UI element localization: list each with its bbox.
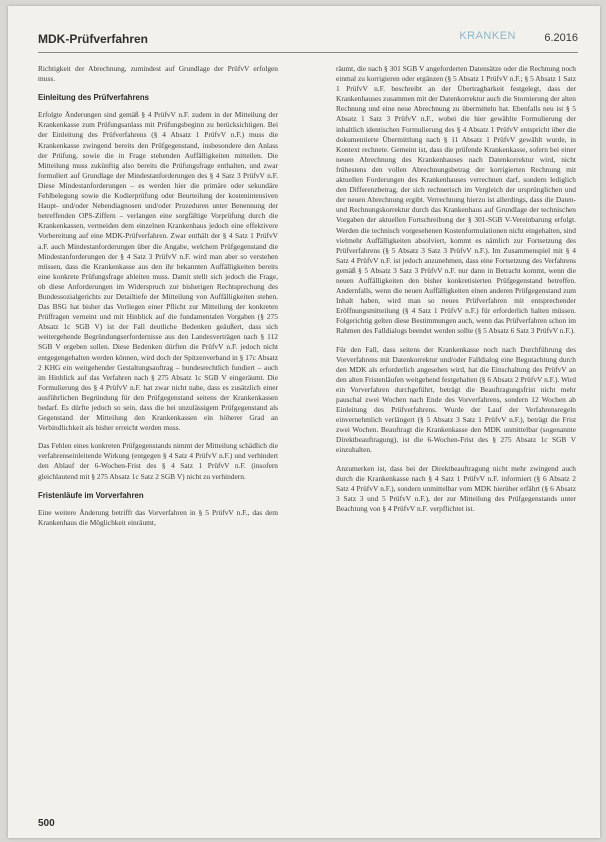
text-column-right [336,64,576,828]
paragraph: räumt, die nach § 301 SGB V angeforderten Datensätze oder die Rechnung noch einmal zu korrigieren oder ergänzen (§ 5 Absatz 1 PrüfvV n.F.; § 5 Absatz 1 Satz 1 PrüfvV n.F. beschreibt an der Übertragbarkeit festgelegt, dass der Krankenhauses zusammen mit der Datenkorrektur auch die Stornierung der alten Rechnung und eine neue Abrechnung zu übermitteln hat. Ebenfalls neu ist § 5 Absatz 1 Satz 3 PrüfvV n.F., wobei die hier gewählte Formulierung der inhaltlich identischen Formulierung des § 4 Absatz 1 PrüfvV entspricht über die dokumentierte Übermittlung nach § 11 Absatz 1 PrüfvV gewählt wurde, in Kontext rechnete. Gemeint ist, dass die prüfende Krankenkasse, sofern bei einer neuen Abrechnung des Krankenhauses nach Datenkorrektur wird, nicht frühestens den vollen Abrechnungsbetrag der korrigierten Rechnung mit aktuellen Forderungen des Krankenhauses verrechnen darf, sondern lediglich den Differenzbetrag, der sich rechnerisch im Vergleich der ursprünglichen und der neuen Abrechnung ergibt. Verrechnung hierzu ist allerdings, dass die Daten- und Rechnungskorrektur durch das Krankenhaus auf Grundlage der technischen Vorgaben der aktuellen Fortschreibung der § 301-SGB V-Vereinbarung erfolgt. Werden die technisch vorgesehenen Kostenformulationen nicht eingehalten, sind vielmehr Auffälligkeiten absolviert, kommt es nämlich zur Fortsetzung des Prüfverfahrens (§ 5 Absatz 3 Satz 3 PrüfvV n.F.). Im Zusammenspiel mit § 4 Satz 4 PrüfvV n.F. ist jedoch anzunehmen, dass eine Fortsetzung des Verfahrens gemäß § 5 Absatz 3 Satz 3 PrüfvV n.F. nur dann in Betracht kommt, wenn die neuen Auffälligkeiten den bisher konkretisierten Prüfgegenstand betreffen. Andernfalls, wenn die neuen Auffälligkeiten einen anderen Prüfgegenstand zum Inhalt haben, wird man so neues Prüfverfahren mit entsprechender Eröffnungsmitteilung (§ 4 Satz 1 PrüfvV n.F.) für erforderlich halten müssen. Folgerichtig gelten diese Bestimmungen auch, wenn das Prüfverfahren schon im Rahmen des Falldialogs beendet werden sollte (§ 5 Absatz 6 Satz 3 PrüfvV n.F.). [336,64,576,336]
section-title: MDK-Prüfverfahren [38,32,149,46]
issue-number: 6.2016 [544,32,578,44]
magazine-brand: KRANKEN [459,30,516,42]
page-header [38,26,578,53]
text-column-left [38,64,278,804]
subheading: Einleitung des Prüfverfahrens [38,93,149,103]
paragraph: Erfolgte Änderungen sind gemäß § 4 PrüfvV n.F. zudem in der Mitteilung der Krankenkasse zum Prüfungsanlass mit Prüfungsbeginn zu berücksichtigen. Bei der Einleitung des Prüfverfahrens (§ 4 Absatz 1 PrüfvV n.F.) muss die Krankenkasse zwingend bereits den Prüfgegenstand, insbesondere den Anlass der Prüfung, sowie die in Frage stehenden Auffälligkeiten mitteilen. Die Mitteilung muss zukünftig also bereits die Prüfungsfrage enthalten, und zwar formuliert auf Grundlage der Mindestanforderungen des § 4 Satz 3 PrüfvV n.F. Diese Mindestanforderungen – es werden hier die primäre oder sekundäre Fehlbelegung sowie die Kodierprüfung oder Beurteilung der kostenintensiven Haupt- und/oder Nebendiagnosen und/oder Prozeduren unter Benennung der betreffenden OPS-Ziffern – verlangen eine sorgfältige Vorprüfung durch die Krankenkassen, vermeiden dem einzelnen Krankenhaus jedoch eine effektivere Vorbereitung auf eine MDK-Prüfverfahren. Zwar enthält der § 4 Satz 1 PrüfvV a.F. auch Mindestanforderungen über die Angabe, welchem Prüfgegenstand die Mindestanforderungen der § 4 Satz 3 PrüfvV n.F. wird man aber so verstehen müssen, dass die Krankenkasse aus den ihr bekannten Auffälligkeiten bereits eine konkrete Prüfungsfrage ableiten muss. Damit stellt sich jedoch die Frage, ob diese Anforderungen im Widerspruch zur bisherigen Rechtsprechung des Bundessozialgerichts zur Detailtiefe der Mitteilung von Auffälligkeiten stehen. Das BSG hat bisher das Vorliegen einer Pflicht zur Mitteilung der konkreten Prüffragen verneint und mit Hinblick auf die fundamentalen Vorgaben (§ 275 Absatz 1c SGB V) ist der Fall deutliche Bedenken geäußert, dass sich weitergehende Begründungserfordernisse aus den Landesverträgen nach § 112 SGB V ergeben sollen. Diese Bedenken dürften die PrüfvV n.F. jedoch nicht entgegengehalten werden können, wird doch der Spitzenverband in § 17c Absatz 2 KHG ein weitgehender Gestaltungsauftrag – bundesrechtlich fundiert – auch im Hinblick auf das Verfahren nach § 275 Absatz 1c SGB V eingeräumt. Die Formulierung des § 4 PrüfvV n.F. hat zwar nicht nahe, dass es zusätzlich einer ausführlichen Begründung für den Prüfgegenstand seitens der Krankenkassen bedarf. Es dürfte jedoch so sein, dass die bei unzulässigem Prüfgegenstand als Gegenstand der Mitteilung den Krankenkassen ein höherer Grad an Verbindlichkeit als bisher erreicht werden muss. [38,110,278,433]
paragraph: Richtigkeit der Abrechnung, zumindest auf Grundlage der PrüfvV erfolgen muss. [38,64,278,84]
paragraph: Eine weitere Änderung betrifft das Vorverfahren in § 5 PrüfvV n.F., das dem Krankenhaus die Möglichkeit einräumt, [38,507,278,527]
page-number: 500 [38,818,55,829]
paragraph: Für den Fall, dass seitens der Krankenkasse noch nach Durchführung des Vorverfahrens mit Datenkorrektur und/oder Falldialog eine Begutachtung durch den MDK als erforderlich angesehen wird, hat die Einschaltung des PrüfvV an den alten Fristenläufen weitgehend festgehalten (§ 6 Absatz 2 PrüfvV n.F.). Wird ein Vorverfahren durchgeführt, beträgt die Beauftragungsfrist nicht mehr pauschal zwei Wochen nach Ende des Vorverfahrens, sondern 12 Wochen ab Einleitung des Prüfverfahrens. Wurde der Lauf der Verfahrensregeln einvernehmlich verlängert (§ 5 Absatz 3 Satz 1 PrüfvV n.F.), beträgt die Frist zwei Wochen. Beauftragt die Krankenkasse den MDK unmittelbar (sogenannte Direktbeauftragung), ist die 6-Wochen-Frist des § 275 Absatz 1c SGB V einzuhalten. [336,344,576,455]
paragraph: Anzumerken ist, dass bei der Direktbeauftragung nicht mehr zwingend auch durch die Krankenkasse nach § 4 Satz 1 PrüfvV n.F. informiert (§ 6 Absatz 2 Satz 4 PrüfvV n.F.), sondern unmittelbar vom MDK hierüber erfährt (§ 6 Absatz 3 Satz 3 und 5 PrüfvV n.F.), der zur Mitteilung des Prüfgegenstands unter Beachtung von § 4 PrüfvV n.F. verpflichtet ist. [336,463,576,513]
subheading: Fristenläufe im Vorverfahren [38,490,144,500]
document-page [8,6,600,838]
paragraph: Das Fehlen eines konkreten Prüfgegenstands nimmt der Mitteilung schädlich die verfahrenseinleitende Wirkung (entgegen § 4 Satz 4 PrüfvV n.F.) und verhindert den Ablauf der 6-Wochen-Frist des § 4 Satz 1 PrüfvV n.F. (insofern gleichlautend mit § 275 Absatz 1c Satz 2 SGB V) nicht zu verhindern. [38,441,278,481]
